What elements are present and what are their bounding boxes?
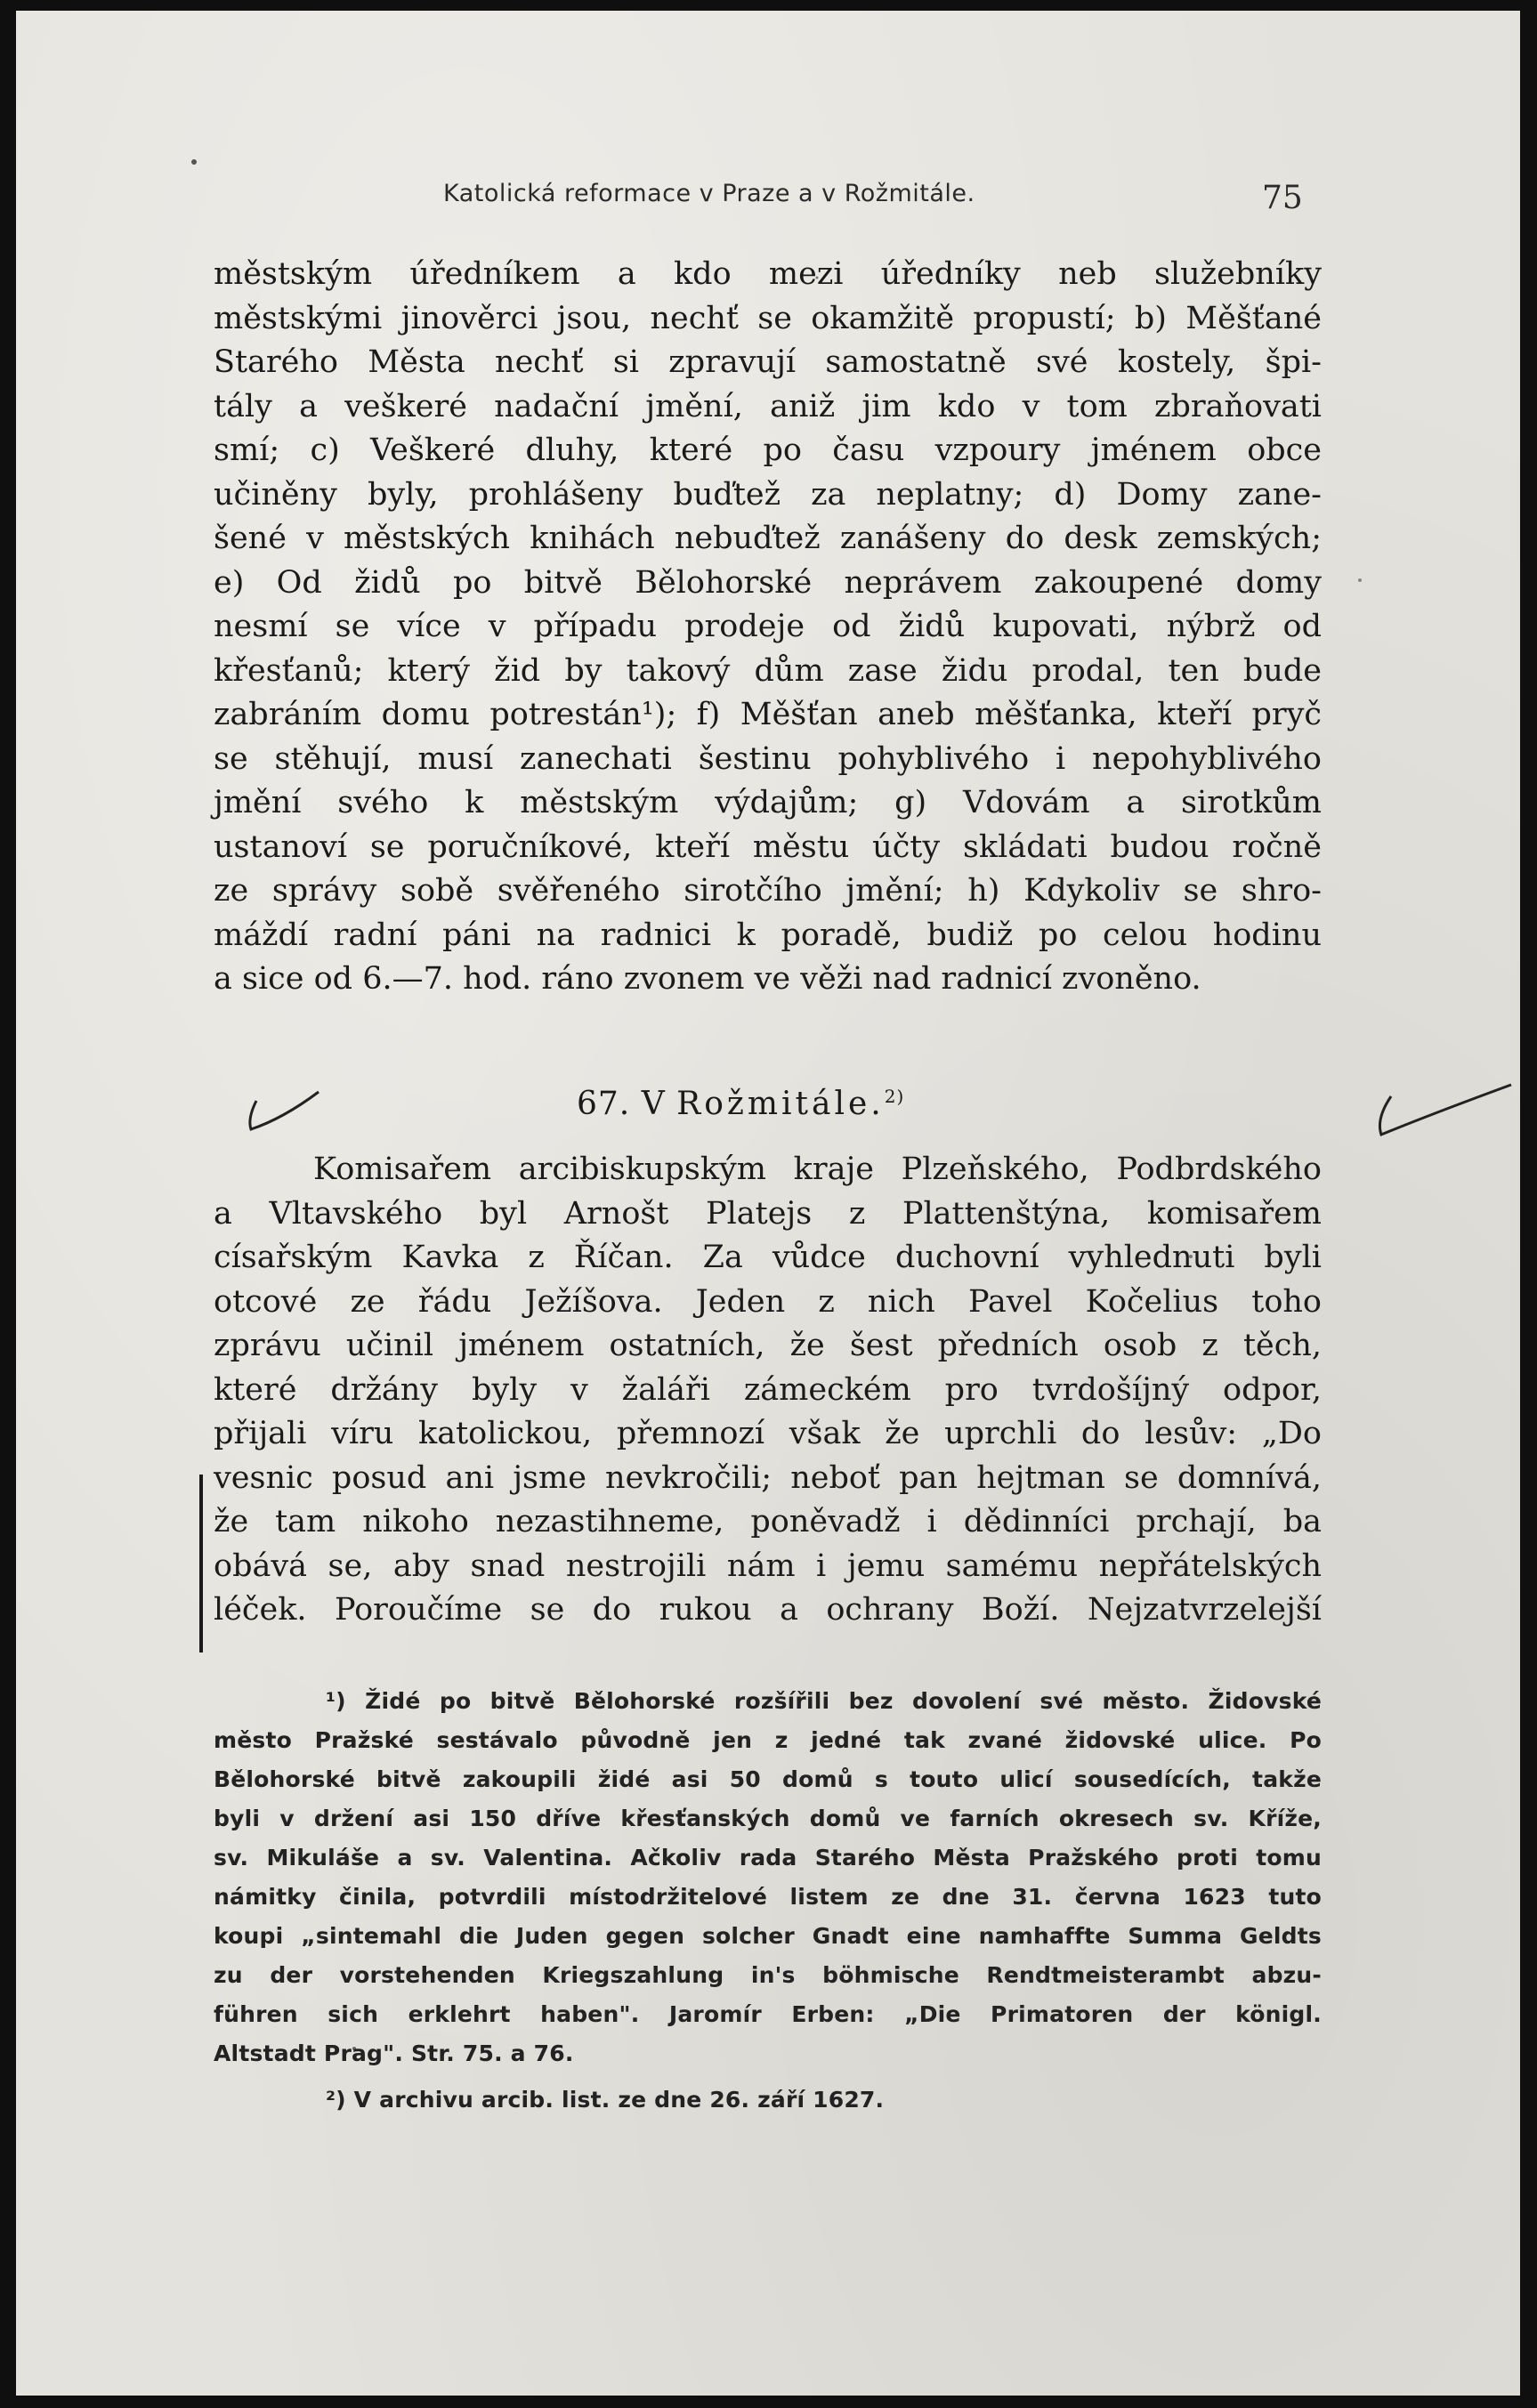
text-line: vesnic posud ani jsme nevkročili; neboť pan hejtman se domnívá,	[214, 1459, 1322, 1496]
footnote-line: sv. Mikuláše a sv. Valentina. Ačkoliv rada Starého Města Pražského proti tomu	[214, 1845, 1322, 1871]
paragraph-1	[214, 253, 1322, 1002]
footnote-line: námitky činila, potvrdili místodržitelové listem ze dne 31. června 1623 tuto	[214, 1884, 1322, 1910]
handwritten-mark-left	[239, 1083, 336, 1136]
section-heading	[577, 1086, 904, 1122]
text-line: se stěhují, musí zanechati šestinu pohyblivého i nepohyblivého	[214, 740, 1322, 777]
text-line: Komisařem arcibiskupským kraje Plzeňského, Podbrdského	[313, 1151, 1322, 1187]
footnotes	[214, 1682, 1322, 2120]
text-line: městskými jinověrci jsou, nechť se okamžitě propustí; b) Měšťané	[214, 300, 1322, 336]
footnote-line: zu der vorstehenden Kriegszahlung in's böhmische Rendtmeisterambt abzu-	[214, 1962, 1322, 1988]
text-line: učiněny byly, prohlášeny buďtež za neplatny; d) Domy zane-	[214, 476, 1322, 513]
text-line: a sice od 6.—7. hod. ráno zvonem ve věži nad radnicí zvoněno.	[214, 961, 1201, 997]
text-line: zprávu učinil jménem ostatních, že šest předních osob z těch,	[214, 1328, 1322, 1363]
text-line: křesťanů; který žid by takový dům zase židu prodal, ten bude	[214, 652, 1322, 689]
handwritten-mark-right	[1369, 1074, 1520, 1145]
text-line: e) Od židů po bitvě Bělohorské neprávem zakoupené domy	[214, 564, 1322, 601]
text-line: tály a veškeré nadační jmění, aniž jim kdo v tom zbraňovati	[214, 388, 1322, 424]
footnote-ref: 2)	[884, 1086, 905, 1107]
footnote-line: ¹) Židé po bitvě Bělohorské rozšířili bez dovolení své město. Židovské	[326, 1688, 1322, 1714]
text-line: Starého Města nechť si zpravují samostatně své kostely, špi-	[214, 344, 1322, 380]
text-line: městským úředníkem a kdo mezi úředníky neb služebníky	[214, 256, 1322, 292]
text-line: které držány byly v žaláři zámeckém pro tvrdošíjný odpor,	[214, 1371, 1322, 1408]
text-line: že tam nikoho nezastihneme, poněvadž i dědinníci prchají, ba	[214, 1504, 1322, 1539]
text-line: zabráním domu potrestán¹); f) Měšťan aneb měšťanka, kteří pryč	[214, 697, 1322, 732]
text-line: ustanoví se poručníkové, kteří městu účty skládati budou ročně	[214, 828, 1322, 865]
text-line: smí; c) Veškeré dluhy, které po času vzpoury jménem obce	[214, 432, 1322, 468]
margin-bar	[199, 1475, 203, 1652]
text-line: ze správy sobě svěřeného sirotčího jmění; h) Kdykoliv se shro-	[214, 873, 1322, 909]
footnote-line: koupi „sintemahl die Juden gegen solcher Gnadt eine namhaffte Summa Geldts	[214, 1923, 1322, 1949]
footnote-line: Bělohorské bitvě zakoupili židé asi 50 domů s touto ulicí sousedících, takže	[214, 1766, 1322, 1792]
text-line: nesmí se více v případu prodeje od židů kupovati, nýbrž od	[214, 609, 1322, 644]
footnote-line: byli v držení asi 150 dříve křesťanských domů ve farních okresech sv. Kříže,	[214, 1806, 1322, 1831]
text-line: přijali víru katolickou, přemnozí však že uprchli do lesův: „Do	[214, 1416, 1322, 1451]
running-head: Katolická reformace v Praze a v Rožmitále.	[443, 180, 975, 207]
text-line: máždí radní páni na radnici k poradě, budiž po celou hodinu	[214, 917, 1322, 953]
footnote-line: führen sich erklehrt haben". Jaromír Erben: „Die Primatoren der königl.	[214, 2001, 1322, 2027]
text-line: šené v městských knihách nebuďtež zanášeny do desk zemských;	[214, 521, 1322, 556]
text-line: obává se, aby snad nestrojili nám i jemu samému nepřátelských	[214, 1547, 1322, 1584]
text-line: císařským Kavka z Říčan. Za vůdce duchovní vyhlednuti byli	[214, 1240, 1322, 1275]
text-line: otcové ze řádu Ježíšova. Jeden z nich Pavel Kočelius toho	[214, 1283, 1322, 1320]
book-page	[16, 11, 1520, 2396]
text-line: léček. Poroučíme se do rukou a ochrany Boží. Nejzatvrzelejší	[214, 1592, 1322, 1628]
footnote-line: Altstadt Prag". Str. 75. a 76.	[214, 2040, 574, 2066]
footnote-2: ²) V archivu arcib. list. ze dne 26. září 1627.	[326, 2087, 885, 2113]
paragraph-2	[214, 1148, 1322, 1633]
section-place: Rožmitále.	[676, 1086, 885, 1122]
text-line: jmění svého k městským výdajům; g) Vdovám a sirotkům	[214, 785, 1322, 820]
footnote-line: město Pražské sestávalo původně jen z jedné tak zvané židovské ulice. Po	[214, 1727, 1322, 1753]
page-number: 75	[1262, 180, 1303, 216]
text-line: a Vltavského byl Arnošt Platejs z Plattenštýna, komisařem	[214, 1195, 1322, 1232]
section-number: 67. V	[577, 1086, 666, 1122]
